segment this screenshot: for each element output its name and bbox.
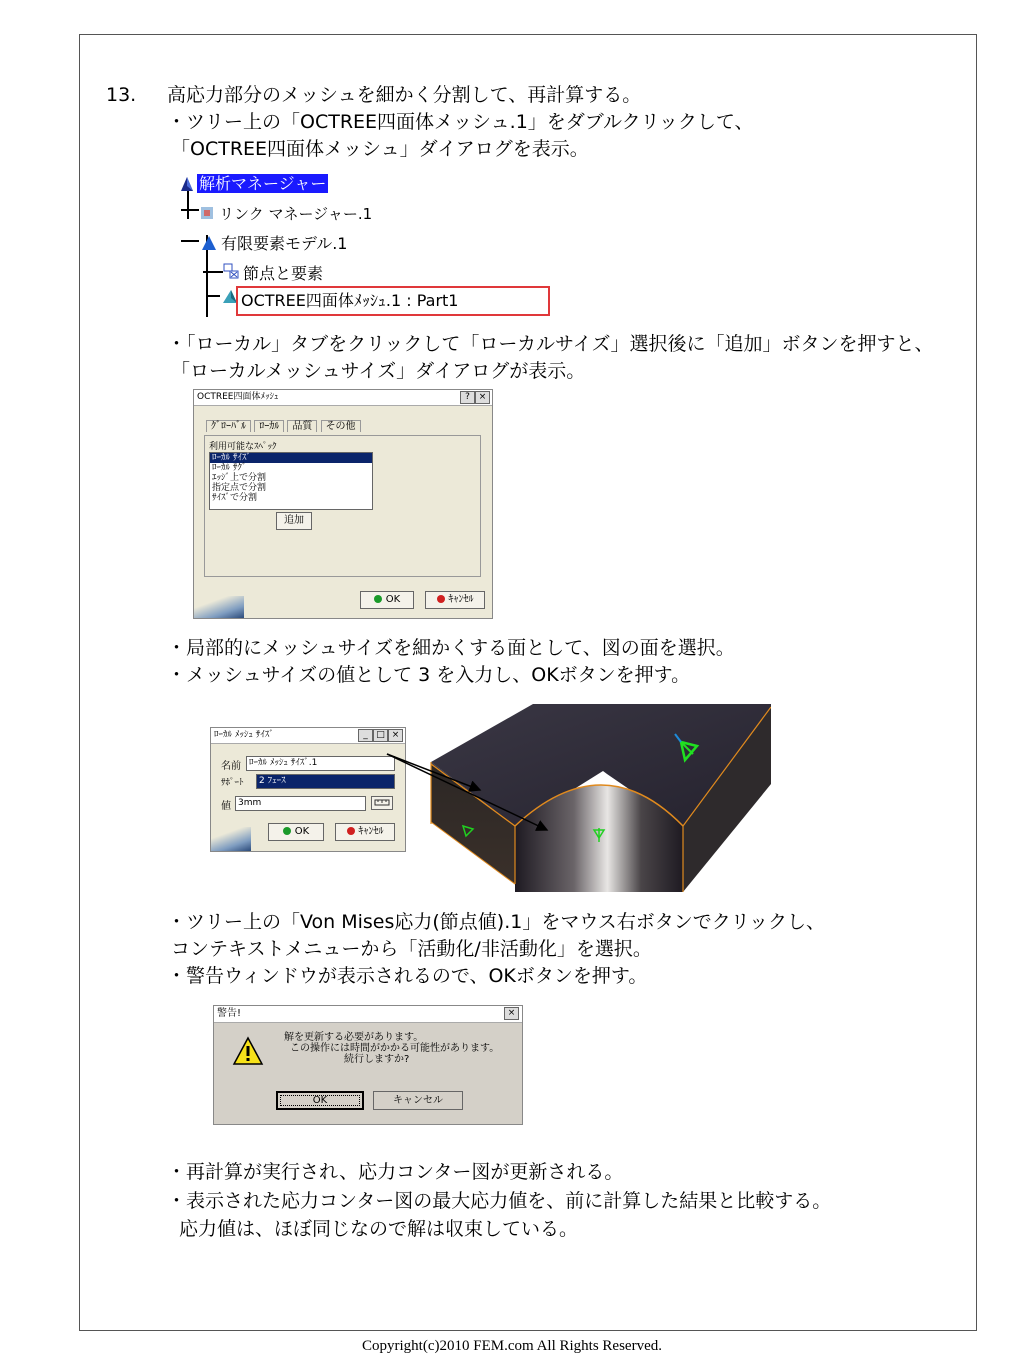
tree-item-nodes-elements[interactable]: 節点と要素	[243, 264, 324, 283]
list-item-split-point[interactable]: 指定点で分割	[212, 483, 267, 493]
local-dialog-titlebar	[211, 728, 405, 744]
tab-quality[interactable]: 品質	[287, 420, 317, 432]
support-field[interactable]: 2 ﾌｪｰｽ	[256, 774, 395, 789]
bullet-2-line-1: ・「ローカル」タブをクリックして「ローカルサイズ」選択後に「追加」ボタンを押すと、	[167, 333, 934, 355]
ok-label: OK	[294, 826, 310, 837]
close-button[interactable]: ×	[475, 391, 490, 404]
name-label: 名前	[221, 761, 241, 772]
step-number: 13.	[106, 84, 137, 106]
ok-label: OK	[385, 594, 401, 605]
help-button[interactable]: ?	[460, 391, 475, 404]
list-item-local-size[interactable]: ﾛｰｶﾙ ｻｲｽﾞ	[210, 453, 372, 463]
bullet-4: ・メッシュサイズの値として 3 を入力し、OKボタンを押す。	[167, 664, 691, 686]
value-field[interactable]: 3mm	[235, 796, 366, 811]
decorative-swoosh	[211, 827, 251, 851]
step-title: 高応力部分のメッシュを細かく分割して、再計算する。	[167, 84, 642, 106]
warning-message-2: この操作には時間がかかる可能性があります。	[290, 1043, 500, 1054]
octree-dialog-title: OCTREE四面体ﾒｯｼｭ	[197, 392, 279, 402]
bullet-8-line-2: 応力値は、ほぼ同じなので解は収束している。	[179, 1218, 579, 1240]
add-button[interactable]: 追加	[276, 512, 312, 530]
maximize-button[interactable]: □	[373, 729, 388, 742]
available-specs-label: 利用可能なｽﾍﾟｯｸ	[209, 442, 277, 452]
octree-tabs	[206, 420, 361, 434]
tree-item-fem-model[interactable]: 有限要素モデル.1	[221, 234, 348, 253]
bullet-7: ・再計算が実行され、応力コンター図が更新される。	[167, 1161, 624, 1183]
tree-item-analysis-manager[interactable]	[197, 174, 328, 194]
spec-tree	[173, 165, 551, 317]
close-button[interactable]: ×	[504, 1007, 519, 1020]
bullet-8-line-1: ・表示された応力コンター図の最大応力値を、前に計算した結果と比較する。	[167, 1190, 832, 1212]
cancel-button[interactable]	[425, 591, 485, 609]
analysis-manager-icon	[179, 176, 195, 192]
octree-mesh-dialog	[193, 389, 493, 619]
local-mesh-size-dialog	[210, 727, 406, 852]
pointer-arrows	[385, 752, 565, 837]
list-item-local-sag[interactable]: ﾛｰｶﾙ ｻｸﾞ	[212, 463, 247, 473]
decorative-swoosh	[194, 596, 244, 618]
bullet-6: ・警告ウィンドウが表示されるので、OKボタンを押す。	[167, 965, 648, 987]
tree-item-link-manager[interactable]: リンク マネージャー.1	[219, 205, 373, 223]
tab-other[interactable]: その他	[321, 420, 361, 432]
tree-item-octree-mesh[interactable]: OCTREE四面体ﾒｯｼｭ.1 : Part1	[241, 291, 459, 310]
tab-global[interactable]: ｸﾞﾛｰﾊﾞﾙ	[206, 420, 251, 432]
cancel-dot-icon	[347, 827, 355, 835]
bullet-5-line-1: ・ツリー上の「Von Mises応力(節点値).1」をマウス右ボタンでクリックし、	[167, 911, 826, 933]
bullet-1-line-2: 「OCTREE四面体メッシュ」ダイアログを表示。	[171, 138, 589, 160]
name-field[interactable]: ﾛｰｶﾙ ﾒｯｼｭ ｻｲｽﾞ.1	[246, 756, 395, 771]
ok-dot-icon	[283, 827, 291, 835]
warning-dialog	[213, 1005, 523, 1125]
tree-label-analysis-manager: 解析マネージャー	[199, 174, 327, 193]
link-manager-icon	[199, 205, 215, 221]
local-dialog-title: ﾛｰｶﾙ ﾒｯｼｭ ｻｲｽﾞ	[214, 730, 274, 740]
tab-local[interactable]: ﾛｰｶﾙ	[254, 420, 284, 432]
bullet-2-line-2: 「ローカルメッシュサイズ」ダイアログが表示。	[171, 360, 586, 382]
list-item-split-size[interactable]: ｻｲｽﾞで分割	[212, 493, 258, 503]
fem-model-icon	[201, 235, 217, 251]
nodes-elements-icon	[223, 263, 239, 279]
minimize-button[interactable]: _	[358, 729, 373, 742]
ok-button[interactable]: OK	[276, 1091, 364, 1110]
copyright-footer: Copyright(c)2010 FEM.com All Rights Reserved.	[362, 1338, 662, 1354]
close-button[interactable]: ×	[388, 729, 403, 742]
support-label: ｻﾎﾟｰﾄ	[221, 778, 244, 788]
warning-message-3: 続行しますか?	[344, 1054, 410, 1065]
cancel-label: ｷｬﾝｾﾙ	[358, 826, 384, 837]
octree-dialog-titlebar	[194, 390, 492, 406]
list-item-split-edge[interactable]: ｴｯｼﾞ上で分割	[212, 473, 267, 483]
ok-button[interactable]	[268, 823, 324, 841]
specs-listbox[interactable]	[209, 452, 373, 510]
ok-button[interactable]	[360, 591, 414, 609]
cancel-label: ｷｬﾝｾﾙ	[448, 594, 474, 605]
cancel-dot-icon	[437, 595, 445, 603]
bullet-1-line-1: ・ツリー上の「OCTREE四面体メッシュ.1」をダブルクリックして、	[167, 111, 754, 133]
warning-icon	[232, 1036, 264, 1066]
bullet-5-line-2: コンテキストメニューから「活動化/非活動化」を選択。	[171, 938, 652, 960]
warning-title: 警告!	[217, 1008, 242, 1019]
local-tab-panel	[204, 435, 481, 577]
warning-titlebar	[214, 1006, 522, 1023]
cancel-button[interactable]: キャンセル	[373, 1091, 463, 1110]
value-label: 値	[221, 801, 231, 812]
warning-message-1: 解を更新する必要があります。	[284, 1032, 424, 1043]
ok-dot-icon	[374, 595, 382, 603]
bullet-3: ・局部的にメッシュサイズを細かくする面として、図の面を選択。	[167, 637, 735, 659]
